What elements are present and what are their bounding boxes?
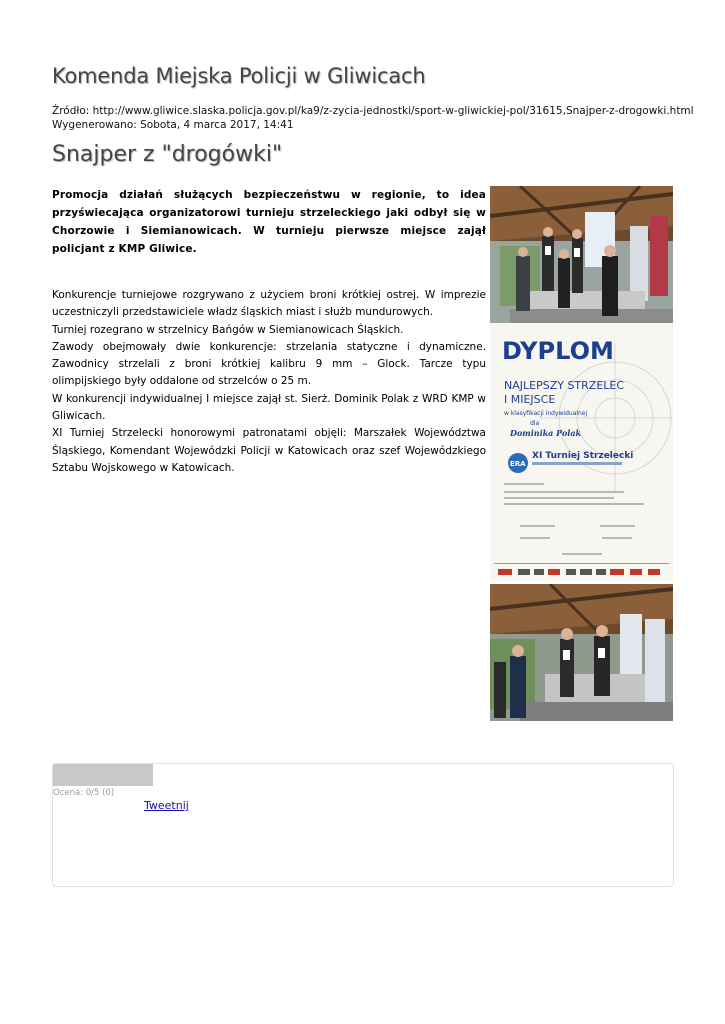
meta-info <box>52 104 694 132</box>
article-body <box>52 287 486 477</box>
diploma-line3: w klasyfikacji indywidualnej <box>504 410 588 417</box>
rating-text: Ocena: 0/5 (0) <box>53 788 115 798</box>
ceremony-photo-2[interactable] <box>490 584 673 721</box>
diploma-line2: I MIEJSCE <box>504 393 556 406</box>
site-title: Komenda Miejska Policji w Gliwicach <box>52 64 426 88</box>
ceremony-photo-2-image <box>490 584 673 721</box>
paragraph: W konkurencji indywidualnej I miejsce zajął st. Sierż. Dominik Polak z WRD KMP w Gliwicach. <box>52 392 486 423</box>
diploma-graphic <box>490 323 673 581</box>
diploma-line4: dla <box>530 420 540 427</box>
source-url: http://www.gliwice.slaska.policja.gov.pl/ka9/z-zycia-jednostki/sport-w-gliwickiej-pol/31615,Snajper-z-drogowki.html <box>92 105 694 117</box>
generated-date: Wygenerowano: Sobota, 4 marca 2017, 14:41 <box>52 119 294 131</box>
diploma-event: XI Turniej Strzelecki <box>532 451 634 461</box>
source-label: Źródło: <box>52 105 93 117</box>
diploma-badge: ERA <box>510 460 526 468</box>
diploma-image[interactable] <box>490 323 673 581</box>
paragraph: Zawody obejmowały dwie konkurencje: strzelania statyczne i dynamiczne. Zawodnicy strzelali z broni krótkiej kalibru 9 mm – Glock. Tarcze typu olimpijskiego były oddalone od strzelców o 25 m. <box>52 340 486 388</box>
ceremony-photo-1[interactable] <box>490 186 673 323</box>
diploma-name: Dominika Polak <box>510 428 582 438</box>
article-title: Snajper z "drogówki" <box>52 142 283 167</box>
paragraph: XI Turniej Strzelecki honorowymi patronatami objęli: Marszałek Województwa Śląskiego, Komendant Wojewódzki Policji w Katowicach oraz szef Wojewódzkiego Sztabu Wojskowego w Katowicach. <box>52 427 486 474</box>
paragraph: Turniej rozegrano w strzelnicy Bańgów w Siemianowicach Śląskich. <box>52 323 404 336</box>
rating-panel <box>52 763 674 887</box>
source-line <box>52 104 694 118</box>
diploma-line1: NAJLEPSZY STRZELEC <box>504 379 625 392</box>
paragraph: Konkurencje turniejowe rozgrywano z użyciem broni krótkiej ostrej. W imprezie uczestniczyli przedstawiciele władz śląskich miast i służb mundurowych. <box>52 289 486 319</box>
tweet-link[interactable]: Tweetnij <box>144 799 189 812</box>
rating-stars[interactable] <box>53 764 153 786</box>
article-lead: Promocja działań służących bezpieczeństwu w regionie, to idea przyświecająca organizatorowi turnieju strzeleckiego jaki odbył się w Chorzowie i Siemianowicach. W turnieju pierwsze miejsce zajął policjant z KMP Gliwice. <box>52 189 486 255</box>
ceremony-photo-1-image <box>490 186 673 323</box>
diploma-heading: DYPLOM <box>502 337 614 365</box>
